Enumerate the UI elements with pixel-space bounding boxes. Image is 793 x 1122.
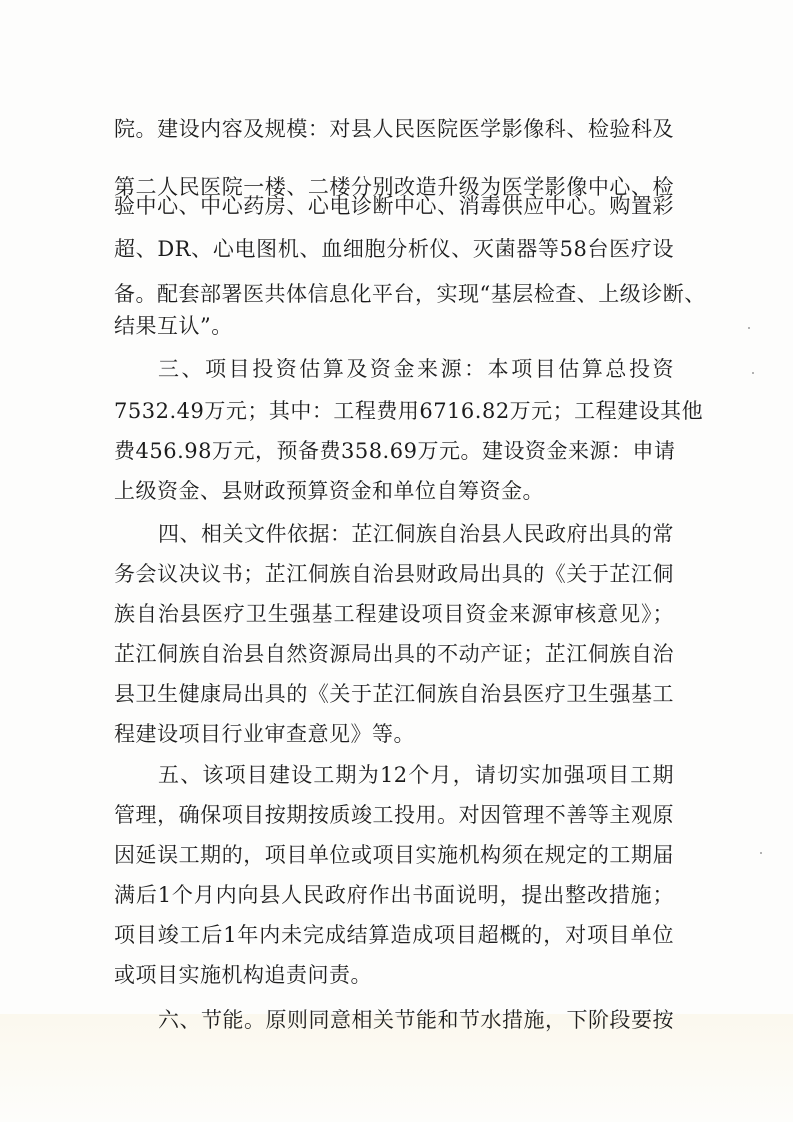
text-line: 7532.49万元；其中：工程费用6716.82万元；工程建设其他 [114, 399, 704, 423]
text-line: 族自治县医疗卫生强基工程建设项目资金来源审核意见》； [114, 602, 674, 626]
text-line: 院。建设内容及规模：对县人民医院医学影像科、检验科及 [114, 117, 674, 141]
text-line: 项目竣工后1年内未完成结算造成项目超概的，对项目单位 [114, 923, 674, 947]
scan-speck [752, 372, 754, 374]
scan-speck [760, 852, 762, 854]
text-line: 第二人民医院一楼、二楼分别改造升级为医学影像中心、检 [114, 175, 674, 199]
text-line: 因延误工期的，项目单位或项目实施机构须在规定的工期届 [114, 843, 674, 867]
text-line: 县卫生健康局出具的《关于芷江侗族自治县医疗卫生强基工 [114, 682, 674, 706]
text-line: 程建设项目行业审查意见》等。 [114, 722, 415, 746]
text-line: 五、该项目建设工期为12个月，请切实加强项目工期 [158, 763, 674, 787]
text-line: 或项目实施机构追责问责。 [114, 963, 372, 987]
text-line: 六、节能。原则同意相关节能和节水措施，下阶段要按 [158, 1008, 674, 1032]
text-line: 超、DR、心电图机、血细胞分析仪、灭菌器等58台医疗设 [114, 237, 674, 261]
text-line: 四、相关文件依据：芷江侗族自治县人民政府出具的常 [158, 522, 674, 546]
text-line: 务会议决议书；芷江侗族自治县财政局出具的《关于芷江侗 [114, 562, 674, 586]
text-line: 费456.98万元，预备费358.69万元。建设资金来源：申请 [114, 439, 676, 463]
text-line: 三、项目投资估算及资金来源：本项目估算总投资 [158, 357, 674, 381]
text-line: 结果互认”。 [114, 314, 233, 338]
text-line: 验中心、中心药房、心电诊断中心、消毒供应中心。购置彩 [114, 194, 674, 218]
text-line: 备。配套部署医共体信息化平台，实现“基层检查、上级诊断、 [114, 282, 706, 306]
text-line: 上级资金、县财政预算资金和单位自筹资金。 [114, 479, 544, 503]
text-line: 芷江侗族自治县自然资源局出具的不动产证；芷江侗族自治 [114, 642, 674, 666]
scan-speck [748, 327, 750, 329]
text-line: 管理，确保项目按期按质竣工投用。对因管理不善等主观原 [114, 803, 674, 827]
text-line: 满后1个月内向县人民政府作出书面说明，提出整改措施； [114, 883, 674, 907]
